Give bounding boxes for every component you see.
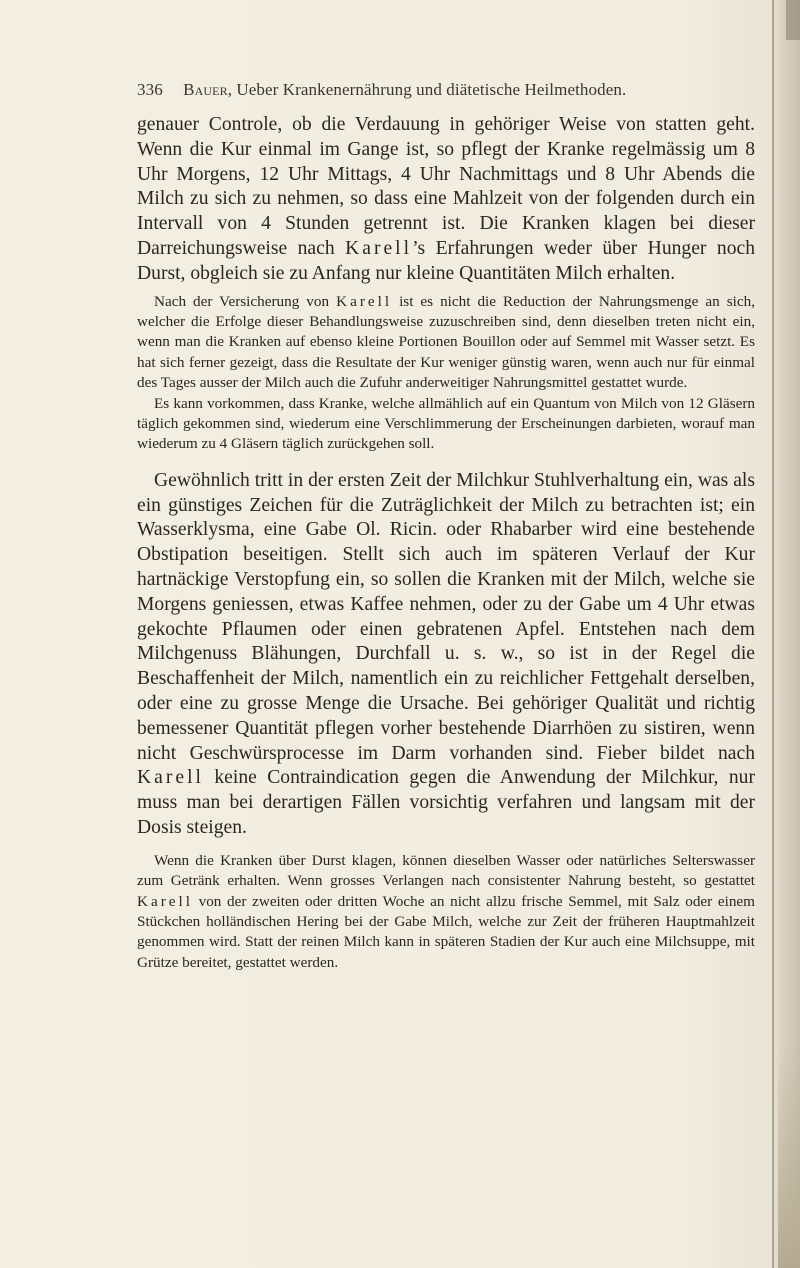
- paragraph-1-text-b: ’s Erfahrungen weder über Hunger noch Durst, obgleich sie zu Anfang nur kleine Quantitäten Milch erhalten.: [137, 237, 755, 284]
- paragraph-2-small: [137, 292, 755, 394]
- paragraph-1: [137, 113, 755, 287]
- author-name-karell: Karell: [137, 767, 204, 789]
- page-content: [137, 113, 755, 973]
- running-header: [137, 80, 757, 100]
- author-name-karell: Karell: [137, 892, 193, 910]
- page-edge-binding: [772, 0, 800, 1268]
- author-name-karell: Karell: [345, 237, 413, 259]
- paragraph-5-small: [137, 851, 755, 973]
- edge-corner-top: [786, 0, 800, 40]
- edge-corner-bottom: [778, 1048, 800, 1268]
- paragraph-3-small: Es kann vorkommen, dass Kranke, welche allmählich auf ein Quantum von Milch von 12 Gläsern täglich gekommen sind, wiederum eine Verschlimmerung der Erscheinungen darbieten, worauf man wiederum zu 4 Gläsern täglich zurückgehen soll.: [137, 394, 755, 453]
- paragraph-5-text-b: von der zweiten oder dritten Woche an nicht allzu frische Semmel, mit Salz oder einem Stückchen holländischen Hering bei der Gabe Milch, welche zur Zeit der früheren Hauptmahlzeit genommen wird. Statt der reinen Milch kann in späteren Stadien der Kur auch eine Milchsuppe, mit Grütze bereitet, gestattet werden.: [137, 892, 755, 971]
- paragraph-5-text-a: Wenn die Kranken über Durst klagen, können dieselben Wasser oder natürliches Selterswasser zum Getränk erhalten. Wenn grosses Verlangen nach consistenter Nahrung besteht, so gestattet: [137, 851, 755, 890]
- running-header-title: Ueber Krankenernährung und diätetische Heilmethoden.: [236, 80, 627, 99]
- page-number: 336: [137, 80, 163, 99]
- paragraph-2-text-a: Nach der Versicherung von: [154, 292, 337, 310]
- paragraph-2-text-b: ist es nicht die Reduction der Nahrungsmenge an sich, welcher die Erfolge dieser Behandlungsweise zuzuschreiben sind, denn dieselben treten nicht ein, wenn man die Kranken auf ebenso kleine Portionen Bouillon oder auf Semmel mit Wasser setzt. Es hat sich ferner gezeigt, dass die Resultate der Kur weniger günstig waren, wenn auch nur für einmal des Tages ausser der Milch auch die Zufuhr anderweitiger Nahrungsmittel gestattet wurde.: [137, 292, 755, 392]
- running-header-author: Bauer: [183, 80, 228, 99]
- running-header-comma: ,: [227, 80, 237, 99]
- paragraph-4-text-a: Gewöhnlich tritt in der ersten Zeit der Milchkur Stuhlverhaltung ein, was als ein günstiges Zeichen für die Zuträglichkeit der Milch zu betrachten ist; ein Wasserklysma, eine Gabe Ol. Ricin. oder Rhabarber wird eine bestehende Obstipation beseitigen. Stellt sich auch im späteren Verlauf der Kur hartnäckige Verstopfung ein, so sollen die Kranken mit der Milch, welche sie Morgens geniessen, etwas Kaffee nehmen, oder zu der Gabe um 4 Uhr etwas gekochte Pflaumen oder einen gebratenen Apfel. Entstehen nach dem Milchgenuss Blähungen, Durchfall u. s. w., so ist in der Regel die Beschaffenheit der Milch, namentlich ein zu reichlicher Fettgehalt derselben, oder eine zu grosse Menge die Ursache. Bei gehöriger Qualität und richtig bemessener Quantität pflegen vorher bestehende Diarrhöen zu sistiren, wenn nicht Geschwürsprocesse im Darm vorhanden sind. Fieber bildet nach: [137, 469, 755, 764]
- author-name-karell: Karell: [336, 292, 393, 310]
- paragraph-4-text-b: keine Contraindication gegen die Anwendung der Milchkur, nur muss man bei derartigen Fällen vorsichtig verfahren und langsam mit der Dosis steigen.: [137, 767, 755, 838]
- edge-shadow: [772, 0, 774, 1268]
- paragraph-1-text-a: genauer Controle, ob die Verdauung in gehöriger Weise von statten geht. Wenn die Kur einmal im Gange ist, so pflegt der Kranke regelmässig um 8 Uhr Morgens, 12 Uhr Mittags, 4 Uhr Nachmittags und 8 Uhr Abends die Milch zu sich zu nehmen, so dass eine Mahlzeit von der folgenden durch ein Intervall von 4 Stunden getrennt ist. Die Kranken klagen bei dieser Darreichungsweise nach: [137, 114, 755, 259]
- paragraph-4: [137, 469, 755, 841]
